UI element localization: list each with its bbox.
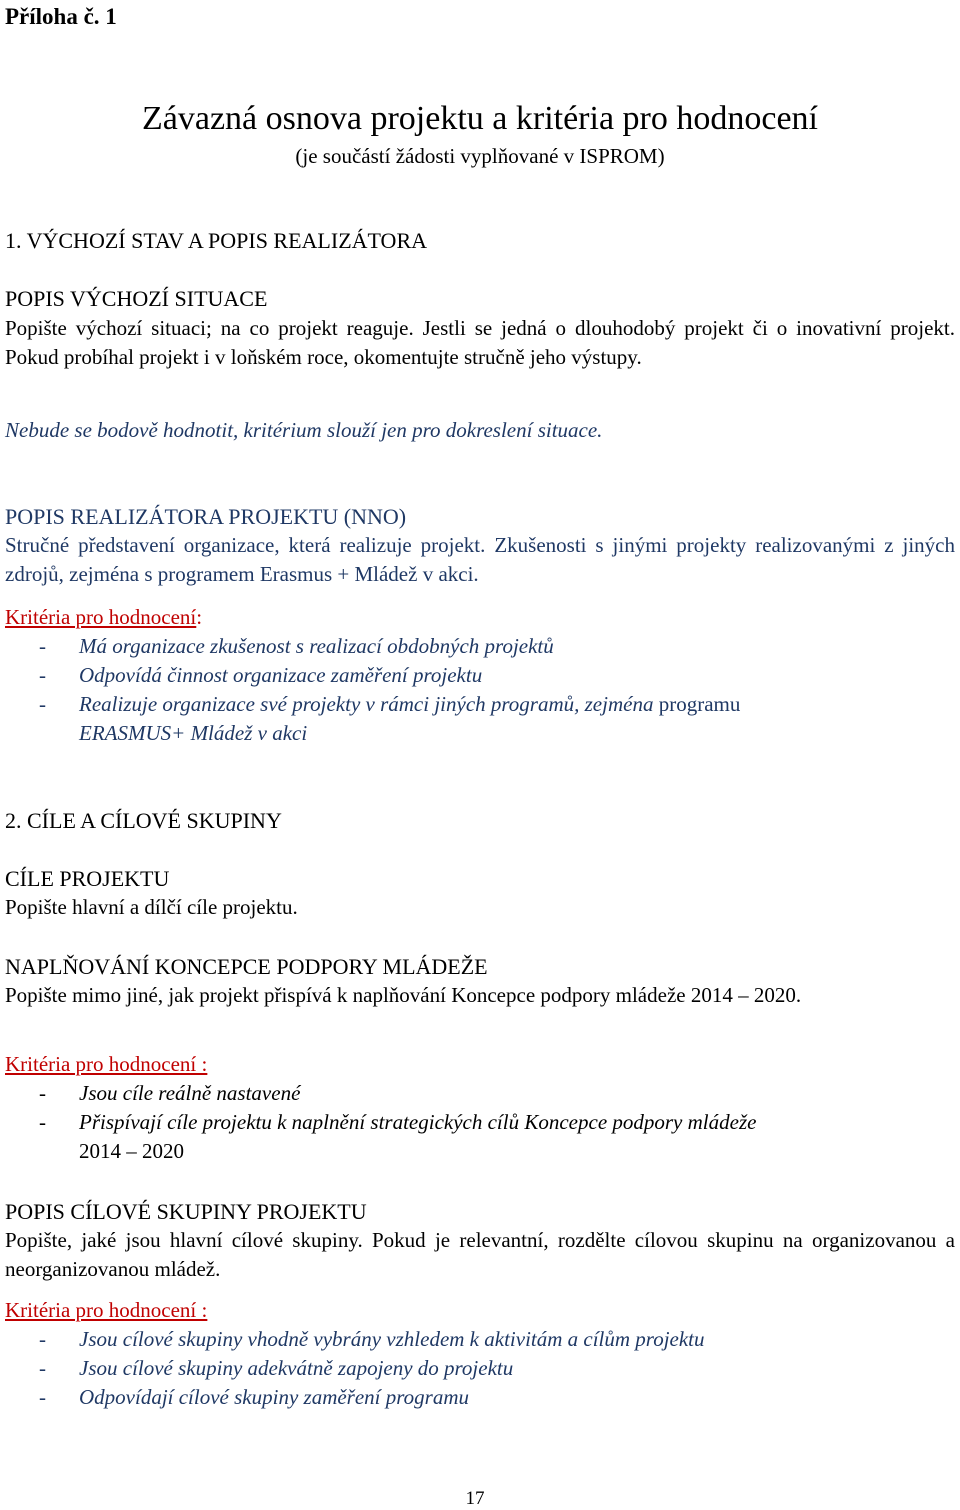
section-2-sub3-text: Popište, jaké jsou hlavní cílové skupiny. Pokud je relevantní, rozdělte cílovou skupinu na organizovanou a neorganizovanou mládež. xyxy=(5,1228,955,1281)
section-2-criterion-2-text: Přispívají cíle projektu k naplnění strategických cílů Koncepce podpory mládeže xyxy=(79,1110,757,1134)
section-1-heading: 1. VÝCHOZÍ STAV A POPIS REALIZÁTORA xyxy=(5,228,428,253)
section-2-criterion xyxy=(5,1108,955,1166)
section-1-sub1-text: Popište výchozí situaci; na co projekt reaguje. Jestli se jedná o dlouhodobý projekt či o inovativní projekt. Pokud probíhal projekt i v loňském roce, okomentujte stručně jeho výstupy. xyxy=(5,316,955,369)
section-2-sub1-heading: CÍLE PROJEKTU xyxy=(5,866,170,891)
section-2-criteria3-list xyxy=(5,1325,955,1412)
section-1-criteria-colon: : xyxy=(196,605,203,629)
document-subtitle: (je součástí žádosti vyplňované v ISPROM) xyxy=(295,144,665,168)
section-1-criteria-label-row xyxy=(5,603,955,632)
section-1-criteria-label: Kritéria pro hodnocení xyxy=(5,605,197,629)
section-2-criterion-2-tail: 2014 – 2020 xyxy=(79,1139,184,1163)
section-1-sub2-text: Stručné představení organizace, která realizuje projekt. Zkušenosti s jinými projekty realizovanými z jiných zdrojů, zejména s programem Erasmus + Mládež v akci. xyxy=(5,533,955,586)
section-1-criterion: - Odpovídá činnost organizace zaměření projektu xyxy=(5,661,955,690)
section-2-criterion-3: - Jsou cílové skupiny adekvátně zapojeny do projektu xyxy=(5,1354,955,1383)
section-1-criterion xyxy=(5,690,955,748)
section-2-criterion: - Jsou cíle reálně nastavené xyxy=(5,1079,955,1108)
section-2-sub1-text: Popište hlavní a dílčí cíle projektu. xyxy=(5,895,298,919)
section-2-heading: 2. CÍLE A CÍLOVÉ SKUPINY xyxy=(5,808,282,833)
section-1-criterion: - Má organizace zkušenost s realizací obdobných projektů xyxy=(5,632,955,661)
section-1-sub1-note: Nebude se bodově hodnotit, kritérium slouží jen pro dokreslení situace. xyxy=(5,418,603,442)
section-2-criterion-3: - Odpovídají cílové skupiny zaměření programu xyxy=(5,1383,955,1412)
section-2-sub2-text: Popište mimo jiné, jak projekt přispívá k naplňování Koncepce podpory mládeže 2014 – 2020. xyxy=(5,983,802,1007)
section-2-criteria3-label-row xyxy=(5,1296,955,1325)
section-1-criteria-list xyxy=(5,632,955,748)
section-1-sub1-heading: POPIS VÝCHOZÍ SITUACE xyxy=(5,286,268,311)
section-2-criteria3-label: Kritéria pro hodnocení : xyxy=(5,1298,208,1322)
section-2-criteria2-label-row xyxy=(5,1050,955,1079)
section-1-sub2-heading: POPIS REALIZÁTORA PROJEKTU (NNO) xyxy=(5,504,407,529)
page-number: 17 xyxy=(465,1488,485,1509)
section-2-criterion-3: - Jsou cílové skupiny vhodně vybrány vzhledem k aktivitám a cílům projektu xyxy=(5,1325,955,1354)
document-title: Závazná osnova projektu a kritéria pro hodnocení xyxy=(142,100,818,137)
section-2-sub2-heading: NAPLŇOVÁNÍ KONCEPCE PODPORY MLÁDEŽE xyxy=(5,954,488,979)
section-2-criteria2-label: Kritéria pro hodnocení : xyxy=(5,1052,208,1076)
section-2-criteria2-list xyxy=(5,1079,955,1166)
section-1-criterion-3b: programu xyxy=(658,692,741,716)
section-1-criterion-3a: Realizuje organizace své projekty v rámci jiných programů, zejména xyxy=(79,692,654,716)
section-1-criterion-3c: ERASMUS+ Mládež v akci xyxy=(79,721,308,745)
annex-label: Příloha č. 1 xyxy=(5,4,117,29)
section-2-sub3-heading: POPIS CÍLOVÉ SKUPINY PROJEKTU xyxy=(5,1199,367,1224)
